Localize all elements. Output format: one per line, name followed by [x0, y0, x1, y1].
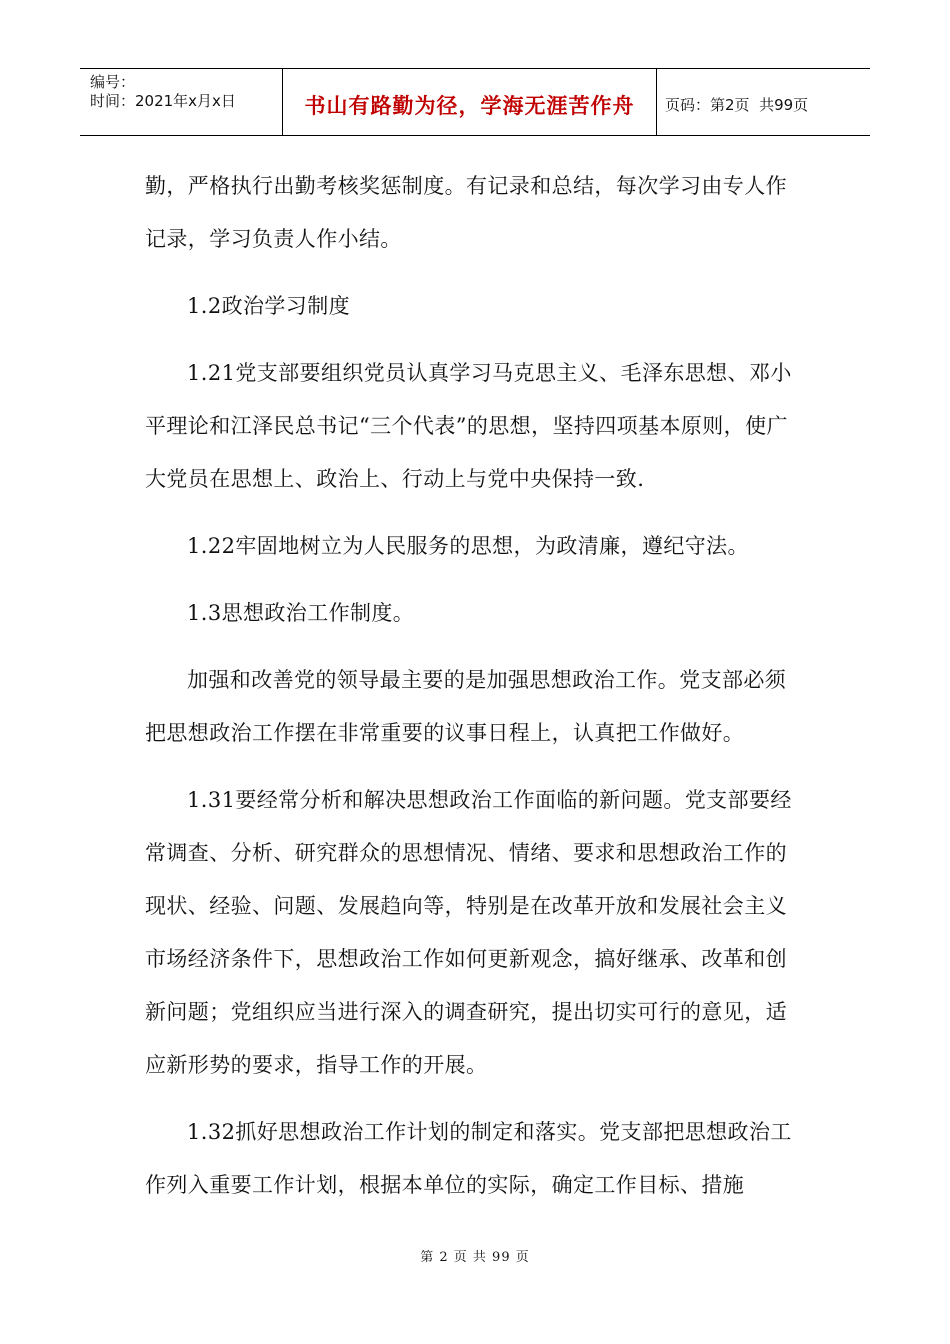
page-header	[80, 68, 870, 136]
section-heading-1-3: 1.3思想政治工作制度。	[187, 601, 415, 625]
page-footer: 第 2 页 共 99 页	[420, 1250, 530, 1265]
document-number-label: 编号：	[90, 73, 136, 91]
paragraph-1-31: 1.31要经常分析和解决思想政治工作面临的新问题。党支部要经常调查、分析、研究群众的思想情况、情绪、要求和思想政治工作的现状、经验、问题、发展趋向等，特别是在改革开放和发展社会主义市场经济条件下，思想政治工作如何更新观念，搞好继承、改革和创新问题；党组织应当进行深入的调查研究，提出切实可行的意见，适应新形势的要求，指导工作的开展。	[145, 788, 792, 1077]
paragraph-1-21: 1.21党支部要组织党员认真学习马克思主义、毛泽东思想、邓小平理论和江泽民总书记“三个代表”的思想，坚持四项基本原则，使广大党员在思想上、政治上、行动上与党中央保持一致.	[145, 361, 792, 491]
paragraph-continuation: 勤，严格执行出勤考核奖惩制度。有记录和总结，每次学习由专人作记录，学习负责人作小结。	[145, 174, 787, 251]
header-motto-cell	[283, 69, 657, 135]
header-page-number: 页码：第2页 共99页	[665, 95, 809, 114]
document-body	[145, 160, 805, 1212]
paragraph-1-22: 1.22牢固地树立为人民服务的思想，为政清廉，遵纪守法。	[187, 534, 749, 558]
header-motto: 书山有路勤为径，学海无涯苦作舟	[304, 94, 635, 118]
header-page-cell	[657, 69, 870, 135]
paragraph-intro-1-3: 加强和改善党的领导最主要的是加强思想政治工作。党支部必须把思想政治工作摆在非常重要的议事日程上，认真把工作做好。	[145, 668, 787, 745]
header-info-cell	[80, 69, 283, 135]
section-heading-1-2: 1.2政治学习制度	[187, 294, 350, 318]
document-date-label: 时间：2021年x月x日	[90, 92, 236, 110]
paragraph-1-32: 1.32抓好思想政治工作计划的制定和落实。党支部把思想政治工作列入重要工作计划，根据本单位的实际，确定工作目标、措施	[145, 1120, 792, 1197]
